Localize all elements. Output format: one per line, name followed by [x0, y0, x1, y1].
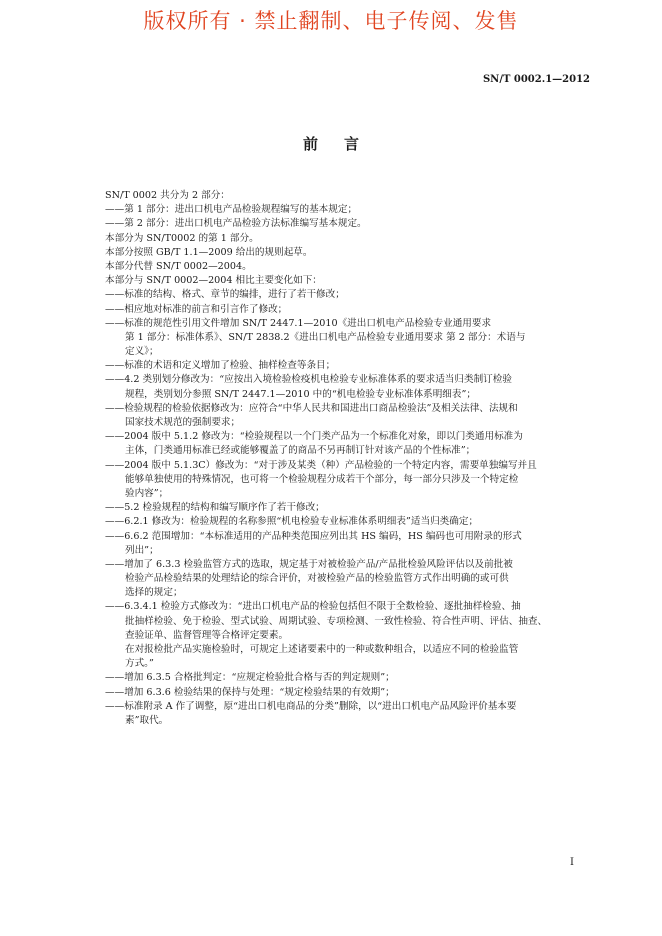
text-line: ——增加了 6.3.3 检验监管方式的选取，规定基于对被检验产品/产品批检验风险评估以及前批被: [105, 558, 513, 570]
text-line: 在对报检批产品实施检验时，可规定上述诸要素中的一种或数种组合，以适应不同的检验监管: [125, 644, 519, 655]
text-line: ——第 1 部分：进出口机电产品检验规程编写的基本规定；: [105, 204, 358, 216]
text-line: ——6.6.2 范围增加：“本标准适用的产品种类范围应列出其 HS 编码，HS 编码也可用附录的形式: [105, 530, 522, 542]
text-line: 列出”；: [125, 544, 159, 556]
page-title: 前言: [302, 135, 385, 153]
text-line: 素”取代。: [125, 714, 169, 726]
text-line: ——6.2.1 修改为：检验规程的名称参照“机电检验专业标准体系明细表”适当归类确定；: [105, 516, 479, 528]
text-line: 查验证单、监督管理等合格评定要素。: [125, 629, 289, 641]
copyright-watermark: 版权所有 · 禁止翻制、电子传阅、发售: [143, 9, 519, 33]
text-line: 本部分代替 SN/T 0002—2004。: [105, 260, 252, 272]
text-line: ——5.2 检验规程的结构和编写顺序作了若干修改；: [105, 502, 325, 514]
text-line: ——标准的术语和定义增加了检验、抽样检查等条目；: [105, 360, 336, 372]
text-line: 检验产品检验结果的处理结论的综合评价，对被检验产品的检验监管方式作出明确的或可供: [125, 573, 509, 585]
page-number: I: [570, 857, 574, 868]
text-line: ——标准的规范性引用文件增加 SN/T 2447.1—2010《进出口机电产品检验专业通用要求: [105, 317, 492, 329]
foreword-body: [105, 189, 597, 728]
text-line: ——标准附录 A 作了调整，原“进出口机电商品的分类”删除，以“进出口机电产品风险评价基本要: [105, 700, 517, 712]
text-line: ——检验规程的检验依据修改为：应符合“中华人民共和国进出口商品检验法”及相关法律、法规和: [105, 402, 518, 414]
text-line: SN/T 0002 共分为 2 部分：: [105, 190, 230, 201]
text-line: 验内容”；: [125, 487, 169, 499]
text-line: 方式。”: [125, 658, 154, 670]
text-line: ——标准的结构、格式、章节的编排，进行了若干修改；: [105, 289, 345, 301]
text-line: 主体，门类通用标准已经或能够覆盖了的商品不另再制订针对该产品的个性标准”；: [125, 445, 476, 457]
text-line: ——相应地对标准的前言和引言作了修改；: [105, 303, 288, 315]
text-line: 第 1 部分：标准体系》、SN/T 2838.2《进出口机电产品检验专业通用要求 第 2 部分：术语与: [125, 331, 526, 343]
text-line: ——4.2 类别划分修改为：“应按出入境检验检疫机电检验专业标准体系的要求适当归类制订检验: [105, 374, 512, 386]
text-line: ——增加 6.3.6 检验结果的保持与处理：“规定检验结果的有效期”；: [105, 686, 395, 698]
text-line: 国家技术规范的强制要求；: [125, 417, 241, 428]
text-line: 能够单独使用的特殊情况，也可将一个检验规程分成若干个部分，每一部分只涉及一个特定检: [125, 473, 519, 485]
text-line: ——2004 版中 5.1.3C）修改为：“对于涉及某类（种）产品检验的一个特定内容，需要单独编写并且: [105, 459, 537, 471]
text-line: ——6.3.4.1 检验方式修改为：“进出口机电产品的检验包括但不限于全数检验、逐批抽样检验、抽: [105, 601, 521, 613]
text-line: ——第 2 部分：进出口机电产品检验方法标准编写基本规定。: [105, 218, 367, 230]
text-line: 本部分与 SN/T 0002—2004 相比主要变化如下：: [105, 275, 322, 287]
text-line: ——增加 6.3.5 合格批判定：“应规定检验批合格与否的判定规则”；: [105, 672, 395, 684]
text-line: 定义》；: [125, 346, 159, 358]
text-line: 批抽样检验、免于检验、型式试验、周期试验、专项检测、一致性检验、符合性声明、评估、抽查、: [125, 615, 548, 627]
text-line: ——2004 版中 5.1.2 修改为：“检验规程以一个门类产品为一个标准化对象，即以门类通用标准为: [105, 431, 523, 443]
text-line: 规程，类别划分参照 SN/T 2447.1—2010 中的“机电检验专业标准体系明细表”；: [125, 388, 476, 400]
standard-number: SN/T 0002.1—2012: [482, 74, 590, 85]
text-line: 本部分为 SN/T0002 的第 1 部分。: [105, 232, 259, 244]
text-line: 选择的规定；: [125, 587, 183, 599]
text-line: 本部分按照 GB/T 1.1—2009 给出的规则起草。: [105, 246, 313, 258]
